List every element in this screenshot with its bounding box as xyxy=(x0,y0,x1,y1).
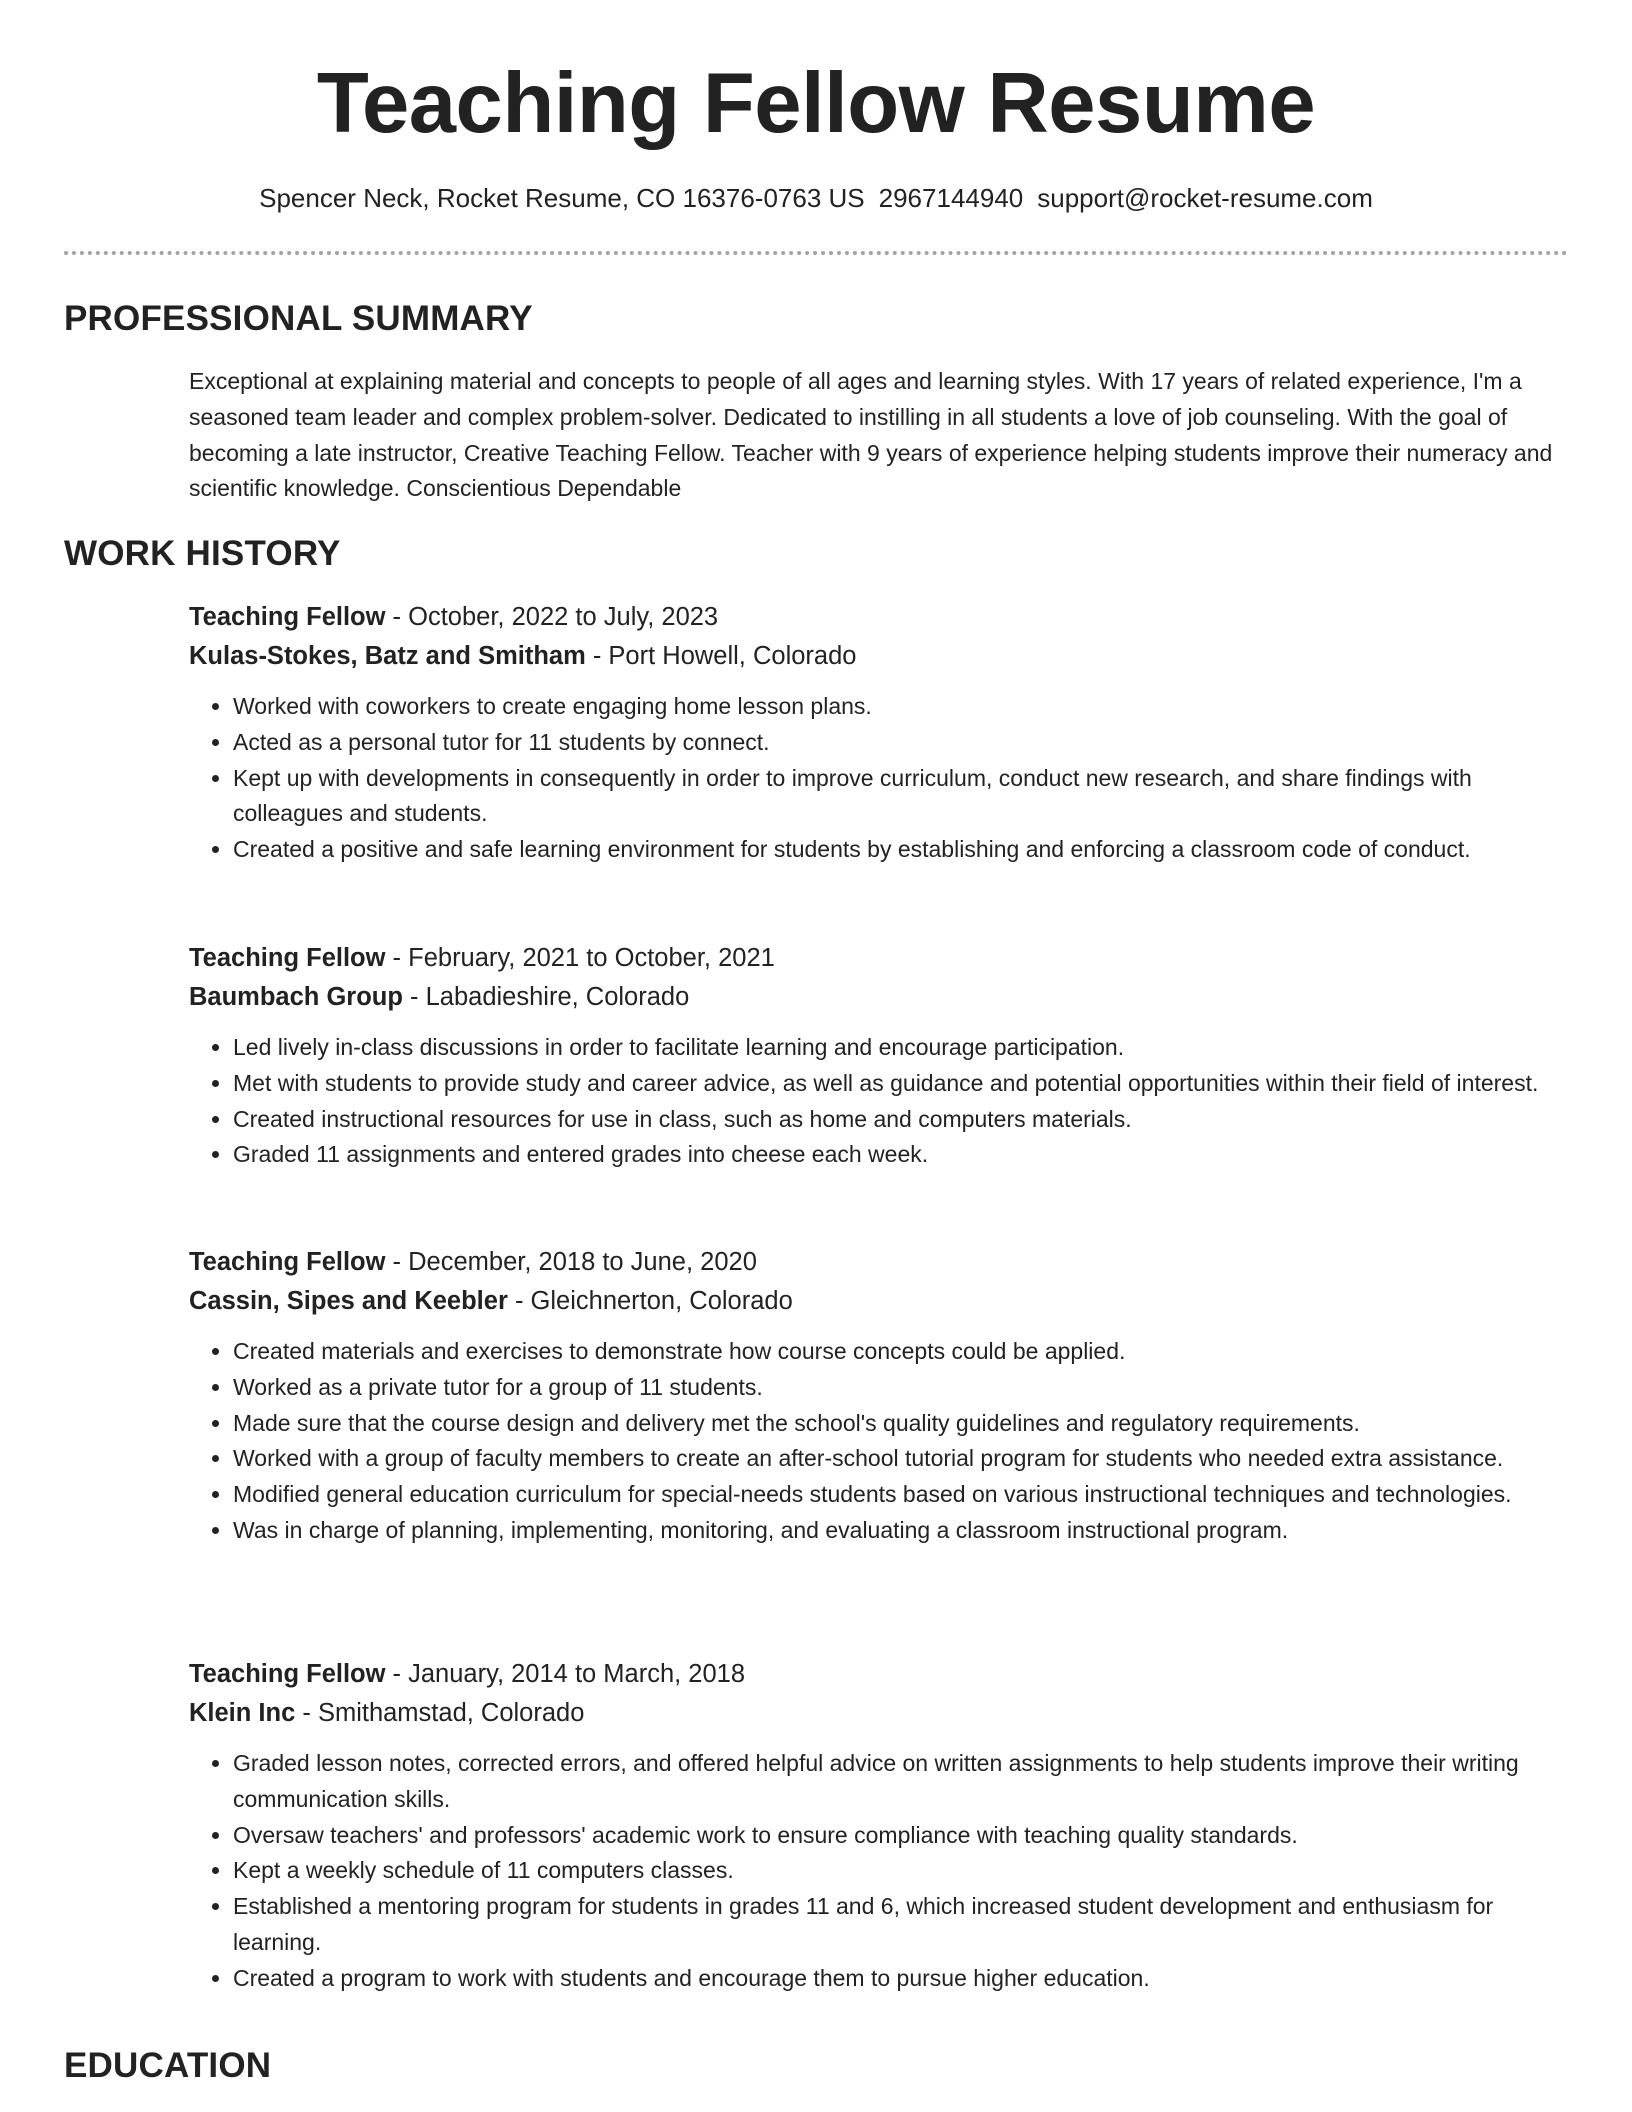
job-location: - Smithamstad, Colorado xyxy=(295,1698,585,1727)
job-bullet: • Oversaw teachers' and professors' academic work to ensure compliance with teaching quality standards. xyxy=(233,1818,1569,1854)
job-bullet: • Kept a weekly schedule of 11 computers classes. xyxy=(233,1853,1569,1889)
job-location: - Gleichnerton, Colorado xyxy=(507,1286,793,1315)
job-company: Baumbach Group xyxy=(189,982,403,1011)
job-bullets xyxy=(189,689,1569,868)
job-bullet: • Created materials and exercises to demonstrate how course concepts could be applied. xyxy=(233,1334,1569,1370)
job-bullet: • Created a positive and safe learning environment for students by establishing and enforcing a classroom code of conduct. xyxy=(233,832,1569,868)
job-company-line xyxy=(189,1694,1569,1733)
job-company-line xyxy=(189,637,1569,676)
job-title: Teaching Fellow xyxy=(189,944,386,972)
job-location: - Labadieshire, Colorado xyxy=(402,982,690,1011)
contact-phone: 2967144940 xyxy=(878,183,1024,213)
job-dates: - December, 2018 to June, 2020 xyxy=(385,1248,757,1276)
resume-title: Teaching Fellow Resume xyxy=(316,56,1316,151)
job-bullets xyxy=(189,1334,1569,1549)
job-bullet: • Graded 11 assignments and entered grades into cheese each week. xyxy=(233,1137,1569,1173)
education-heading: EDUCATION xyxy=(64,2046,272,2085)
job-title-line xyxy=(189,1655,1569,1694)
job-company: Kulas-Stokes, Batz and Smitham xyxy=(189,641,586,670)
job-title-line xyxy=(189,1243,1569,1282)
job-bullet: • Made sure that the course design and delivery met the school's quality guidelines and regulatory requirements. xyxy=(233,1406,1569,1442)
job-entry xyxy=(189,1243,1569,1549)
summary-text: Exceptional at explaining material and concepts to people of all ages and learning styles. With 17 years of related experience, I'm a seasoned team leader and complex problem-solver. Dedicated to instilling in all students a love of job counseling. With the goal of becoming a late instructor, Creative Teaching Fellow. Teacher with 9 years of experience helping students improve their numeracy and scientific knowledge. Conscientious Dependable xyxy=(189,368,1553,502)
work-history-heading: WORK HISTORY xyxy=(64,534,341,573)
job-bullet: • Led lively in-class discussions in order to facilitate learning and encourage participation. xyxy=(233,1030,1569,1066)
contact-line xyxy=(0,180,1632,216)
job-title-line xyxy=(189,598,1569,637)
job-company-line xyxy=(189,1282,1569,1321)
contact-address: Spencer Neck, Rocket Resume, CO 16376-0763 US xyxy=(259,183,865,213)
job-bullets xyxy=(189,1030,1569,1173)
job-title-line xyxy=(189,939,1569,978)
job-title: Teaching Fellow xyxy=(189,1248,386,1276)
job-company: Cassin, Sipes and Keebler xyxy=(189,1286,508,1315)
job-bullet: • Was in charge of planning, implementing, monitoring, and evaluating a classroom instructional program. xyxy=(233,1513,1569,1549)
job-entry xyxy=(189,939,1569,1173)
job-bullet: • Created instructional resources for use in class, such as home and computers materials. xyxy=(233,1102,1569,1138)
job-bullet: • Worked with a group of faculty members to create an after-school tutorial program for students who needed extra assistance. xyxy=(233,1441,1569,1477)
header-divider xyxy=(64,251,1568,255)
job-bullet: • Worked with coworkers to create engaging home lesson plans. xyxy=(233,689,1569,725)
job-bullet: • Created a program to work with students and encourage them to pursue higher education. xyxy=(233,1961,1569,1997)
job-bullet: • Established a mentoring program for students in grades 11 and 6, which increased student development and enthusiasm for learning. xyxy=(233,1889,1569,1961)
job-entry xyxy=(189,1655,1569,1997)
job-bullet: • Worked as a private tutor for a group of 11 students. xyxy=(233,1370,1569,1406)
job-bullet: • Acted as a personal tutor for 11 students by connect. xyxy=(233,725,1569,761)
summary-heading: PROFESSIONAL SUMMARY xyxy=(64,299,533,338)
job-bullet: • Met with students to provide study and career advice, as well as guidance and potential opportunities within their field of interest. xyxy=(233,1066,1569,1102)
job-entry xyxy=(189,598,1569,868)
contact-email: support@rocket-resume.com xyxy=(1037,183,1373,213)
job-dates: - February, 2021 to October, 2021 xyxy=(385,944,775,972)
job-bullet: • Modified general education curriculum for special-needs students based on various instructional techniques and technologies. xyxy=(233,1477,1569,1513)
job-bullet: • Graded lesson notes, corrected errors, and offered helpful advice on written assignments to help students improve their writing communication skills. xyxy=(233,1746,1569,1818)
job-bullet: • Kept up with developments in consequently in order to improve curriculum, conduct new research, and share findings with colleagues and students. xyxy=(233,761,1569,833)
job-company-line xyxy=(189,978,1569,1017)
job-location: - Port Howell, Colorado xyxy=(585,641,857,670)
job-title: Teaching Fellow xyxy=(189,1660,386,1688)
job-bullets xyxy=(189,1746,1569,1997)
job-dates: - January, 2014 to March, 2018 xyxy=(385,1660,746,1688)
job-dates: - October, 2022 to July, 2023 xyxy=(385,603,719,631)
job-company: Klein Inc xyxy=(189,1698,296,1727)
job-title: Teaching Fellow xyxy=(189,603,386,631)
